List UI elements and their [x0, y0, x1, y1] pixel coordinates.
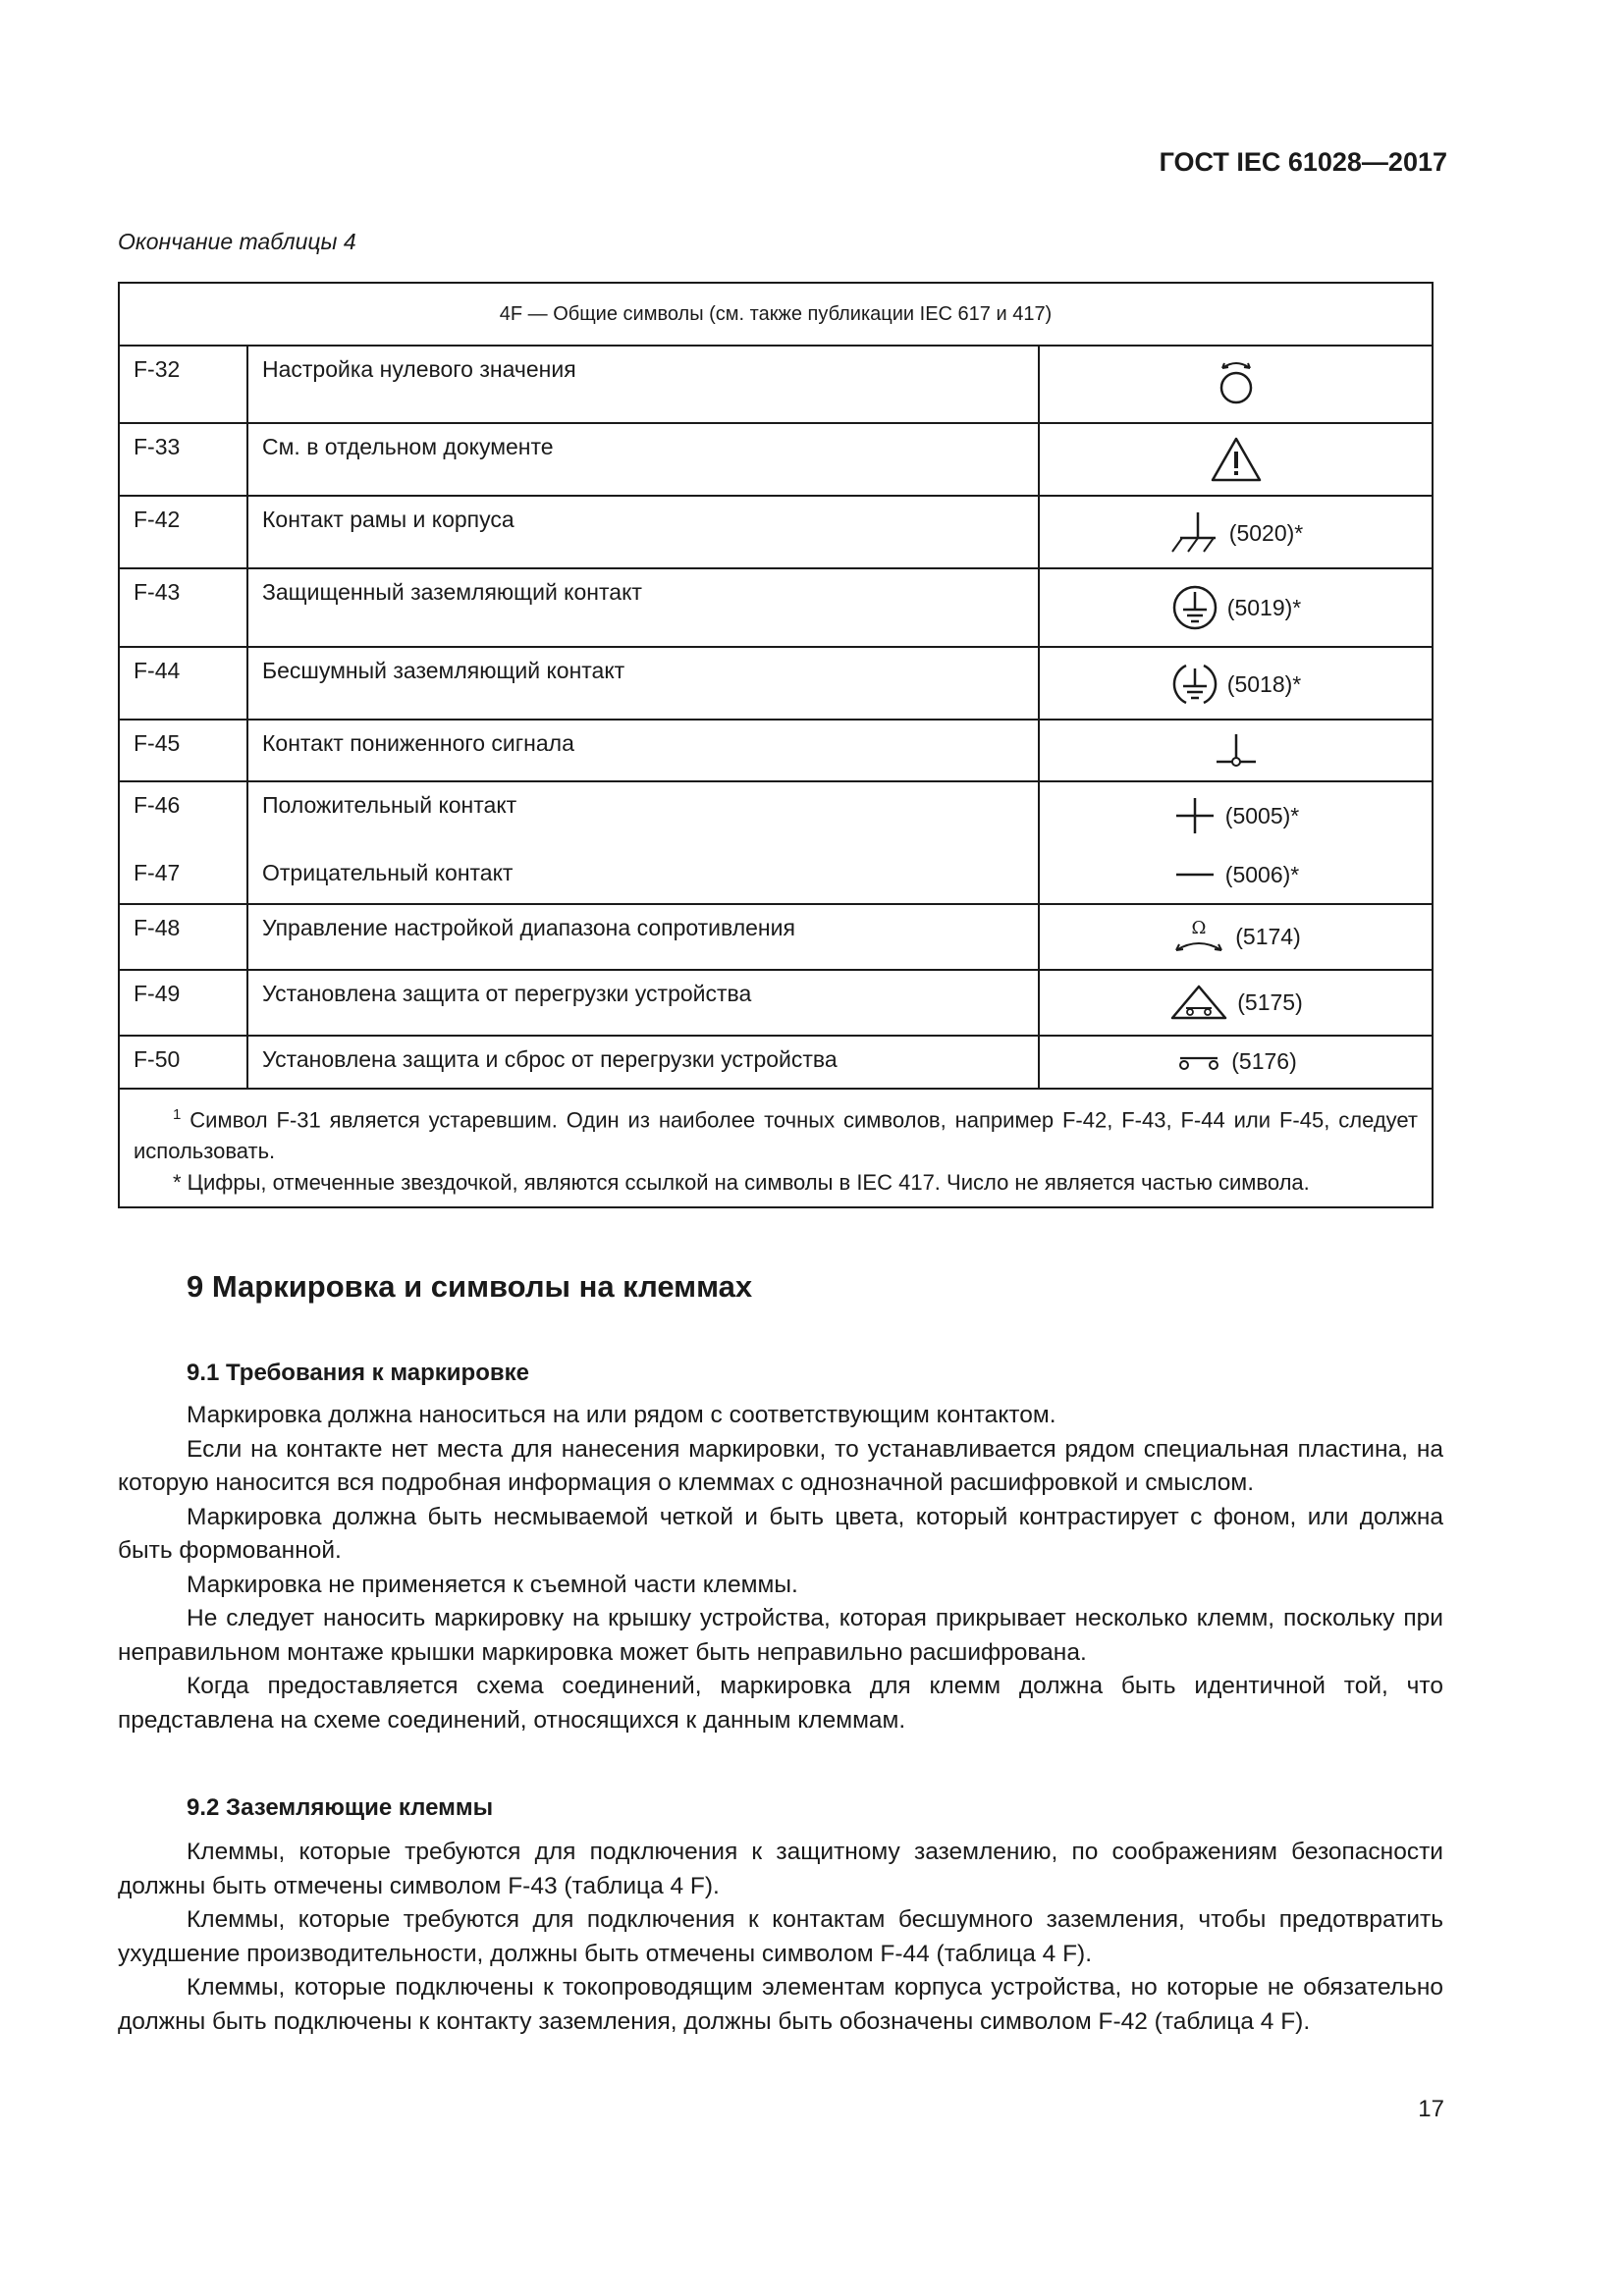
row-symbol	[1039, 904, 1433, 970]
ohm-glyph: Ω	[1191, 918, 1207, 938]
paragraph: Маркировка должна наноситься на или рядом с соответствующим контактом.	[187, 1402, 1056, 1428]
table-section-title: 4F — Общие символы (см. также публикации IEC 617 и 417)	[119, 283, 1433, 346]
row-code	[119, 781, 247, 904]
row-name: Настройка нулевого значения	[247, 346, 1039, 423]
table-row	[119, 647, 1433, 720]
row-code-negative: F-47	[134, 860, 181, 885]
table-row	[119, 720, 1433, 781]
row-symbol	[1039, 970, 1433, 1036]
row-symbol	[1039, 720, 1433, 781]
section-heading: 9 Маркировка и символы на клеммах	[187, 1269, 753, 1304]
table-row	[119, 904, 1433, 970]
paragraph: Клеммы, которые подключены к токопроводящим элементам корпуса устройства, но которые не обязательно должны быть подключены к контакту заземления, должны быть обозначены символом F-42 (таблица 4 F).	[118, 1974, 1443, 2035]
table-row	[119, 423, 1433, 496]
symbol-reference: (5005)*	[1224, 802, 1300, 828]
footnote-1-text: Символ F-31 является устаревшим. Один из наиболее точных символов, например F-42, F-43, F-44 или F-45, следует использовать.	[134, 1107, 1418, 1164]
row-symbol	[1039, 647, 1433, 720]
paragraph: Когда предоставляется схема соединений, маркировка для клемм должна быть идентичной той, что представлена на схеме соединений, относящихся к данным клеммам.	[118, 1673, 1443, 1734]
footnote-1	[134, 1099, 1418, 1167]
footnote-2: * Цифры, отмеченные звездочкой, являются ссылкой на символы в IEC 417. Число не является частью символа.	[173, 1170, 1310, 1196]
document-code: ГОСТ IEC 61028—2017	[1159, 147, 1447, 177]
row-name: Контакт рамы и корпуса	[247, 496, 1039, 568]
warning-triangle-icon	[1210, 436, 1263, 483]
symbol-reference: (5019)*	[1226, 594, 1302, 620]
row-name: Защищенный заземляющий контакт	[247, 568, 1039, 647]
symbols-table	[118, 282, 1434, 1208]
table-row	[119, 970, 1433, 1036]
row-code: F-42	[119, 496, 247, 568]
row-name: См. в отдельном документе	[247, 423, 1039, 496]
noiseless-earth-icon	[1170, 660, 1219, 709]
row-code: F-45	[119, 720, 247, 781]
table-row	[119, 568, 1433, 647]
row-name-positive: Положительный контакт	[262, 792, 517, 818]
table-header-row	[119, 283, 1433, 346]
table-row	[119, 496, 1433, 568]
row-code: F-49	[119, 970, 247, 1036]
overload-reset-icon	[1174, 1046, 1223, 1076]
table-notes-row	[119, 1089, 1433, 1207]
paragraph: Маркировка должна быть несмываемой четкой и быть цвета, который контрастирует с фоном, или должна быть формованной.	[118, 1503, 1443, 1564]
table-row	[119, 1036, 1433, 1089]
table-row	[119, 781, 1433, 904]
symbol-reference: (5018)*	[1226, 670, 1302, 697]
row-name: Управление настройкой диапазона сопротивления	[247, 904, 1039, 970]
row-name-negative: Отрицательный контакт	[262, 860, 514, 885]
frame-ground-icon	[1168, 510, 1221, 556]
row-code: F-50	[119, 1036, 247, 1089]
row-code-positive: F-46	[134, 792, 181, 818]
symbol-reference: (5175)	[1237, 988, 1303, 1015]
subsection-9-2-body	[118, 1836, 1443, 2039]
row-symbol	[1039, 781, 1433, 904]
row-code: F-32	[119, 346, 247, 423]
subsection-heading-9-2: 9.2 Заземляющие клеммы	[187, 1794, 494, 1821]
paragraph: Если на контакте нет места для нанесения маркировки, то устанавливается рядом специальная пластина, на которую наносится вся подробная информация о клеммах с однозначной расшифровкой и смыслом.	[118, 1435, 1443, 1496]
row-name: Контакт пониженного сигнала	[247, 720, 1039, 781]
resistance-adjust-icon	[1170, 917, 1227, 956]
row-symbol	[1039, 346, 1433, 423]
row-name: Бесшумный заземляющий контакт	[247, 647, 1039, 720]
table-notes	[119, 1089, 1433, 1207]
row-name: Установлена защита от перегрузки устройства	[247, 970, 1039, 1036]
plus-icon	[1172, 796, 1218, 835]
symbol-reference: (5174)	[1235, 923, 1301, 949]
table-row	[119, 346, 1433, 423]
row-name: Установлена защита и сброс от перегрузки устройства	[247, 1036, 1039, 1089]
row-symbol	[1039, 496, 1433, 568]
paragraph: Клеммы, которые требуются для подключения к контактам бесшумного заземления, чтобы предотвратить ухудшение производительности, должны быть отмечены символом F-44 (таблица 4 F).	[118, 1906, 1443, 1967]
row-code: F-48	[119, 904, 247, 970]
row-code: F-33	[119, 423, 247, 496]
row-code: F-43	[119, 568, 247, 647]
footnote-mark: 1	[173, 1106, 182, 1123]
subsection-heading-9-1: 9.1 Требования к маркировке	[187, 1360, 529, 1386]
row-symbol	[1039, 423, 1433, 496]
row-code: F-44	[119, 647, 247, 720]
paragraph: Маркировка не применяется к съемной части клеммы.	[187, 1571, 798, 1598]
subsection-9-1-body	[118, 1399, 1443, 1737]
overload-protection-icon	[1168, 983, 1229, 1022]
zero-adjust-icon	[1215, 356, 1258, 405]
page-number: 17	[1418, 2096, 1444, 2122]
symbol-reference: (5006)*	[1224, 861, 1300, 887]
row-name	[247, 781, 1039, 904]
table-caption: Окончание таблицы 4	[118, 229, 356, 254]
row-symbol	[1039, 1036, 1433, 1089]
signal-low-icon	[1213, 732, 1260, 772]
paragraph: Не следует наносить маркировку на крышку устройства, которая прикрывает несколько клемм, поскольку при неправильном монтаже крышки маркировка может быть неправильно расшифрована.	[118, 1605, 1443, 1666]
symbol-reference: (5176)	[1231, 1047, 1297, 1074]
minus-icon	[1172, 855, 1218, 894]
row-symbol	[1039, 568, 1433, 647]
protective-earth-icon	[1170, 583, 1219, 632]
paragraph: Клеммы, которые требуются для подключения к защитному заземлению, по соображениям безопасности должны быть отмечены символом F-43 (таблица 4 F).	[118, 1839, 1443, 1899]
symbol-reference: (5020)*	[1228, 519, 1304, 546]
